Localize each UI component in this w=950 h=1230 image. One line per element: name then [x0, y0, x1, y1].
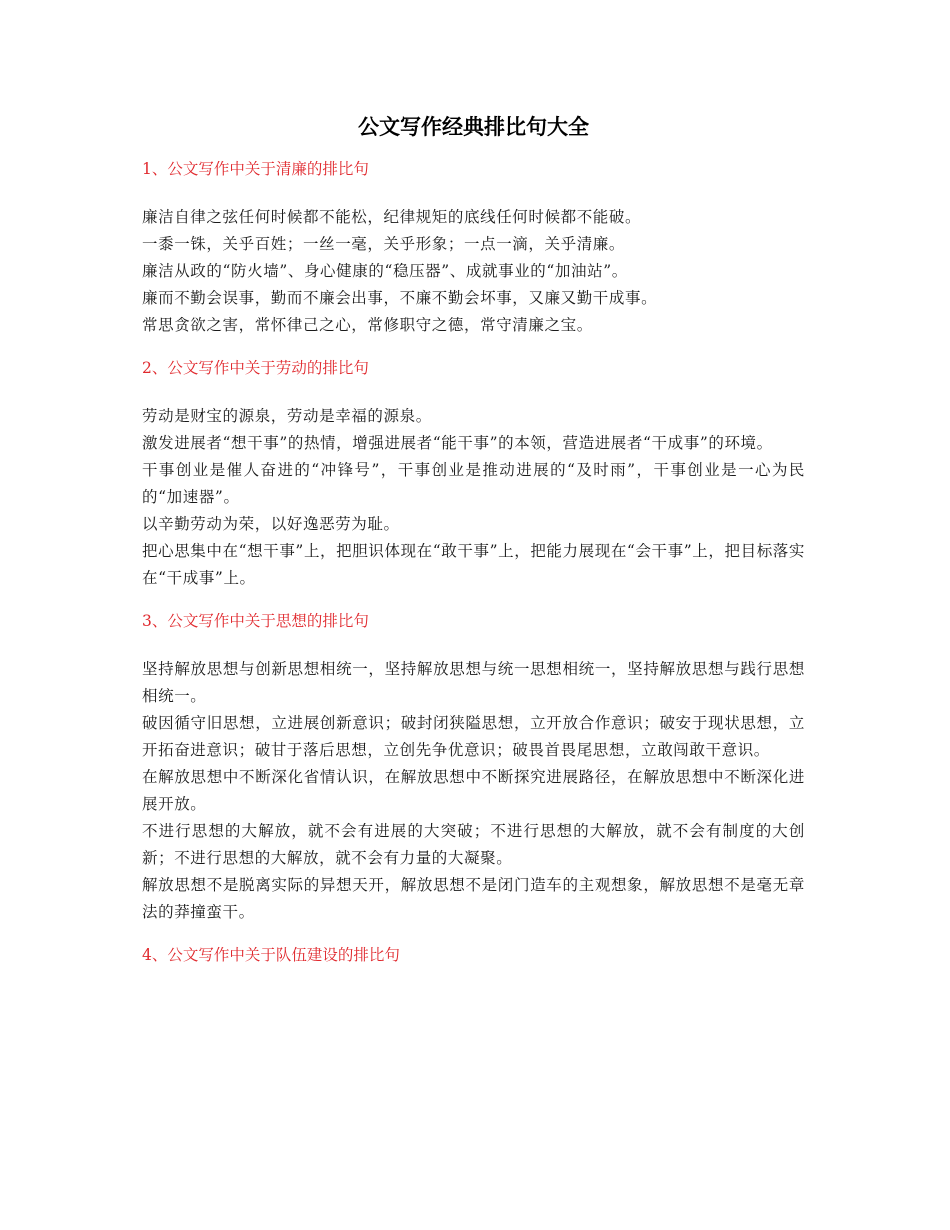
paragraph: 以辛勤劳动为荣，以好逸恶劳为耻。	[142, 515, 400, 533]
paragraph: 解放思想不是脱离实际的异想天开，解放思想不是闭门造车的主观想象，解放思想不是毫无章法的莽撞蛮干。	[142, 876, 805, 921]
section-integrity	[142, 156, 805, 339]
paragraph: 廉洁自律之弦任何时候都不能松，纪律规矩的底线任何时候都不能破。	[142, 208, 642, 226]
paragraph: 把心思集中在“想干事”上，把胆识体现在“敢干事”上，把能力展现在“会干事”上，把目标落实在“干成事”上。	[142, 542, 805, 587]
paragraph: 干事创业是催人奋进的“冲锋号”，干事创业是推动进展的“及时雨”，干事创业是一心为民的“加速器”。	[142, 461, 805, 506]
section-body	[142, 656, 805, 926]
section-body	[142, 204, 805, 339]
paragraph: 破因循守旧思想，立进展创新意识；破封闭狭隘思想，立开放合作意识；破安于现状思想，立开拓奋进意识；破甘于落后思想，立创先争优意识；破畏首畏尾思想，立敢闯敢干意识。	[142, 714, 805, 759]
section-heading: 2、公文写作中关于劳动的排比句	[142, 359, 369, 377]
section-thought	[142, 608, 805, 926]
section-team-building	[142, 942, 805, 968]
paragraph: 激发进展者“想干事”的热情，增强进展者“能干事”的本领，营造进展者“干成事”的环境。	[142, 434, 773, 452]
document-title: 公文写作经典排比句大全	[358, 115, 589, 139]
section-body	[142, 403, 805, 592]
paragraph: 不进行思想的大解放，就不会有进展的大突破；不进行思想的大解放，就不会有制度的大创新；不进行思想的大解放，就不会有力量的大凝聚。	[142, 822, 805, 867]
paragraph: 在解放思想中不断深化省情认识，在解放思想中不断探究进展路径，在解放思想中不断深化进展开放。	[142, 768, 805, 813]
paragraph: 廉洁从政的“防火墙”、身心健康的“稳压器”、成就事业的“加油站”。	[142, 262, 628, 280]
paragraph: 劳动是财宝的源泉，劳动是幸福的源泉。	[142, 407, 432, 425]
paragraph: 坚持解放思想与创新思想相统一，坚持解放思想与统一思想相统一，坚持解放思想与践行思想相统一。	[142, 660, 805, 705]
paragraph: 一黍一铢，关乎百姓；一丝一毫，关乎形象；一点一滴，关乎清廉。	[142, 235, 626, 253]
section-heading: 1、公文写作中关于清廉的排比句	[142, 160, 369, 178]
paragraph: 常思贪欲之害，常怀律己之心，常修职守之德，常守清廉之宝。	[142, 316, 593, 334]
section-heading: 3、公文写作中关于思想的排比句	[142, 612, 369, 630]
section-heading: 4、公文写作中关于队伍建设的排比句	[142, 946, 400, 964]
paragraph: 廉而不勤会误事，勤而不廉会出事，不廉不勤会坏事，又廉又勤干成事。	[142, 289, 658, 307]
section-labor	[142, 355, 805, 592]
